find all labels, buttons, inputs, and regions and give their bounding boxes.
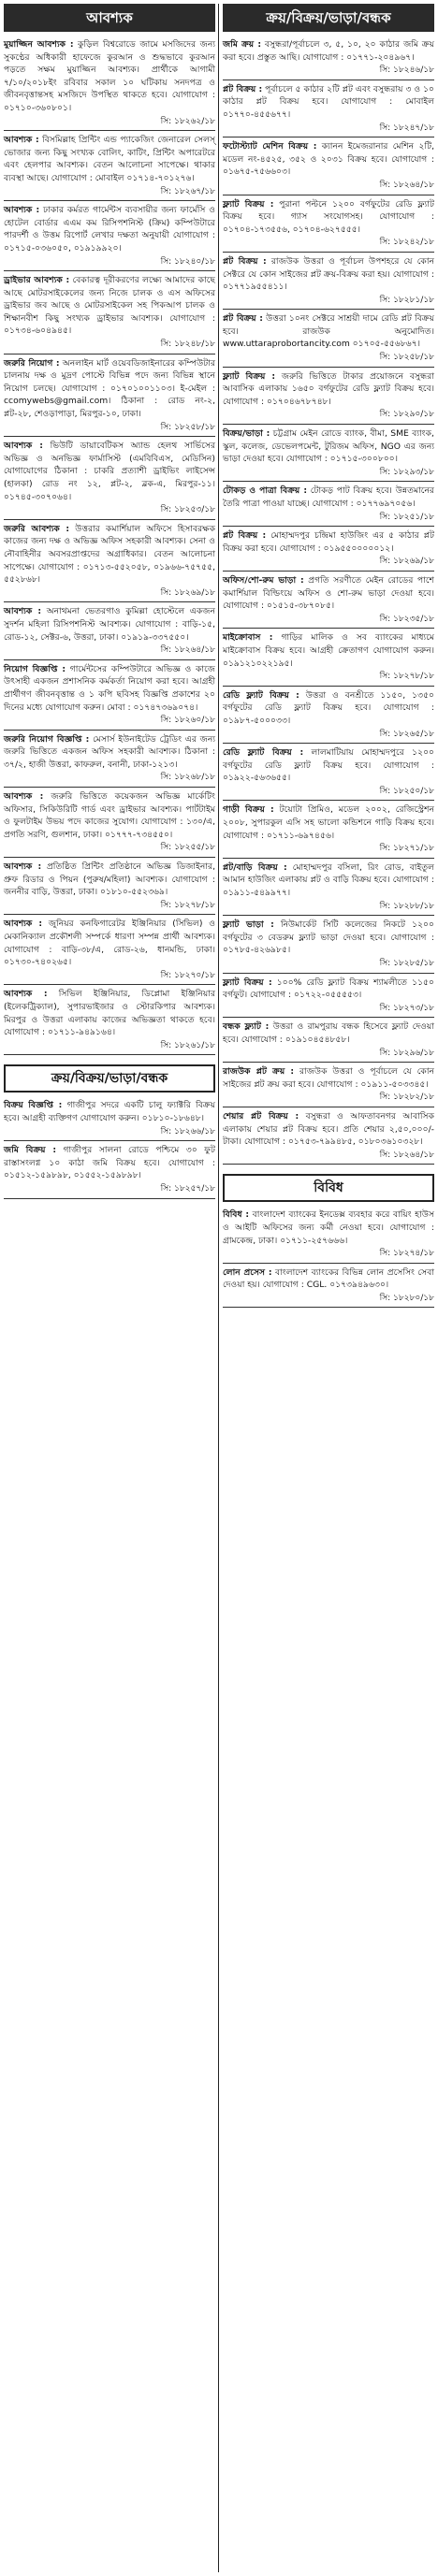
- ad-body: উত্তরা ১০নং সেক্টরে সাশ্রয়ী দামে রেডি প্লট বিক্রয় হবে। রাজউক অনুমোদিত। www.uttaraprobortancity.com ০১৭০৫-৫৫৬৮৬৭।: [223, 313, 435, 350]
- ad-body: রাজউক উত্তরা ও পূর্বাচল উপশহরে যে কোন সেক্টরে যে কোন সাইজের প্লট ক্রয়-বিক্রয় করা হয়। যোগাযোগ : ০১৭৭১৯৫৫৪১১।: [223, 255, 435, 293]
- classified-ad: [4, 36, 215, 131]
- ad-body: ভিউটি ডায়াবেটিকস অ্যান্ড হেলথ সার্ভিসের অভিজ্ঞ ও অনভিজ্ঞ ফার্মাসিস্ট (এমবিবিএস, মেডিসিন) যোগাযোগের ঠিকানা : চাকরি প্রত্যাশী ড্রাইভিং লাইসেন্স (হালকা) রোড নং ১২, প্লট-২, ব্লক-এ, মিরপুর-১১। ০১৭৪৫-৩০৭০৬৪।: [4, 441, 216, 502]
- ad-title: জরুরি নিয়োগ :: [4, 357, 60, 369]
- ad-title: ফ্ল্যাট বিক্রয় :: [223, 198, 274, 210]
- ad-body: বেকারত্ব দূরীকরণের লক্ষ্যে আমাদের কাছে আছে মোটরসাইকেলের জন্য নিজে চালক ও এস অফিসের ড্রাইভার জব আছে ও মোটরসাইকেল সহ পিকআপ চালক ও শিক্ষানবীশ কিছু সংখ্যক ড্রাইভার আবশ্যক। যোগাযোগ : ০১৭৩৪-৬০৪৯৪৫।: [4, 275, 216, 337]
- ad-code: সি: ১৮২৬১/১৮: [160, 1040, 215, 1050]
- ad-title: ফ্ল্যাট বিক্রয় :: [223, 370, 276, 382]
- ad-code: সি: ১৮২৮২/১৮: [379, 1093, 434, 1103]
- ad-body: পূর্বাচলে ৫ কাঠার ২টি প্লট এবং বসুন্ধরায় ৩ ও ১০ কাঠার প্লট বিক্রয় হবে। যোগাযোগ : মোবাইল ০১৭৭০-৪৫৫৬৭৭।: [223, 83, 435, 120]
- ad-title: আবশ্যক :: [4, 791, 44, 803]
- ad-code: সি: ১৮২৮১/১৮: [379, 295, 434, 305]
- ad-code: সি: ১৮২৪৬/১৮: [379, 65, 434, 76]
- ad-title: ফটোস্ট্যাট মেশিন বিক্রয় :: [223, 141, 317, 152]
- ad-code: সি: ১৮২৬৮/১৮: [160, 773, 215, 783]
- ad-code: সি: ১৮২৬৭/১৮: [160, 186, 215, 196]
- classified-ad: [223, 425, 434, 482]
- classified-ad: [223, 195, 434, 253]
- classified-ad: [4, 271, 215, 355]
- ad-body: বাংলাদেশ ব্যাংকের বিভিন্ন লোন প্রসেসিং সেবা দেওয়া হয়। যোগাযোগ : CGL. ০১৭৩৯৪৯৬৩০।: [223, 1266, 434, 1291]
- ad-title: শেয়ার প্লট বিক্রয় :: [223, 1110, 299, 1122]
- ad-body: মেসার্স ইউনাইটেড ট্রেডিং এর জন্য জরুরি ভিত্তিতে একজন অফিস সহকারী আবশ্যক। ঠিকানা : ৩৭/২, হাজী উত্তরা, কাফরুল, বনানী, ঢাকা-১২১৩।: [4, 733, 215, 770]
- classified-ad: [223, 36, 434, 80]
- ad-body: বিসমিল্লাহ প্রিন্টিং এন্ড প্যাকেজিং জেনারেল সেলস্ ভোজার জন্য কিছু সংখ্যক বোলিং, কাটিং, প্রিন্টিং অপারেটরে এবং হেলপার আবশ্যক। বেতন আলোচনা সাপেক্ষে। থাকার ব্যবস্থা আছে। যোগাযোগ : মোবাইল ০১৭১৪-৭০১২৭৬।: [4, 135, 215, 183]
- ad-code: সি: ১৮২৭১/১৮: [379, 844, 434, 854]
- classified-ad: [223, 1264, 434, 1309]
- ad-body: জুনিয়র কনফিগারেটর ইঞ্জিনিয়ার (সিভিল) ও মেকানিক্যাল প্রকৌশলী সম্পর্কে ধারণা সম্পন্ন প্রার্থী আবশ্যক। যোগাযোগ : বাড়ি-৩৮/এ, রোড-২৬, ধানমন্ডি, ঢাকা। ০১৭৩০-৭৪০২৬৫।: [4, 919, 215, 968]
- classified-ad: [223, 80, 434, 137]
- classified-ad: [223, 310, 434, 367]
- classified-ad: [223, 687, 434, 744]
- ad-code: সি: ১৮২৫০/১৮: [379, 786, 434, 796]
- ad-title: আবশ্যক :: [4, 441, 43, 452]
- classified-ad: [4, 520, 215, 603]
- ad-body: ঢাকার কর্মরত গার্মেন্টস ব্যবসায়ীর জন্য ফার্মেসি ও হোটেল বোর্ডার এএম কম রিসিপশনিস্ট (ক্রিম) কম্পিউটারে পারদর্শী ও উত্তম রিপোর্ট লেখার দক্ষতা অনুযায়ী যোগাযোগ : ০১৭১৫-০৩৬০৫০, ০১৯১৯৯২০।: [4, 205, 215, 253]
- ad-body: অনলাইন মার্ট ওয়েবডিজাইনারের কম্পিউটার চালনায় দক্ষ ও মুদ্রণ পোস্টে বিভিন্ন পদে জন্য বিভিন্ন স্থানে নিয়োগ চলছে। যোগাযোগ : ০১৭০১০০১১০৩। ই-মেইল : ccomywebs@gmail.com। ঠিকানা : রোড নং-২, প্লট-২৮, শেওড়াপাড়া, মিরপুর-১০, ঢাকা।: [4, 357, 216, 420]
- ad-code: সি: ১৮২৭৮/১৮: [379, 672, 434, 682]
- column-divider: [218, 4, 219, 2572]
- ad-code: সি: ১৮২৭৪/১৮: [379, 1249, 434, 1259]
- ad-code: সি: ১৮২৫১/১৮: [379, 512, 434, 522]
- ad-body: রাজউক উত্তরা ও পূর্বাচলে যে কোন সাইজের প্লট ক্রয় করা হবে। যোগাযোগ : ০১৯১১-৫০৩৩৪৫।: [223, 1066, 435, 1090]
- classified-ad: [4, 437, 215, 520]
- ad-body: উত্তরার কমার্শিয়াল অফিসে হিসাবরক্ষক কাজের জন্য দক্ষ ও অভিজ্ঞ অফিস সহকারী আবশ্যক। সেনা ও নৌবাহিনীর অবসরপ্রাপ্তদের অগ্রাধিকার। বেতন আলোচনা সাপেক্ষে। যোগাযোগ : ০১৭১৩-৫৫২০৫৮, ০১৯৬৬-৭৫৭৫৫, ৫৫২৮৬৮।: [4, 523, 216, 586]
- ad-body: ক্যানন ইমেজরানার মেশিন ২টি, মডেল নং-৪৫২৫, ৩৫২ ও ২০৩১ বিক্রয় হবে। যোগাযোগ : ০১৬৭৫-৭৫৬৬০৩।: [223, 141, 434, 178]
- ad-code: সি: ১৮২৬২/১৮: [160, 116, 215, 126]
- classified-ad: [4, 1096, 215, 1141]
- ad-code: সি: ১৮২৬০/১৮: [160, 716, 215, 726]
- ad-code: সি: ১৮২৬৯/১৮: [379, 557, 434, 567]
- ad-body: গাড়ির মালিক ও সব ব্যাংকের মাধ্যমে মাইক্রোবাস বিক্রয় হবে। আগ্রহী ক্রেতাগণ যোগাযোগ করুন। ০১৯১২১০২২১৯৫।: [223, 632, 435, 669]
- ad-body: জরুরি ভিত্তিতে টাকার প্রয়োজনে বসুন্ধরা আবাসিক এলাকায় ১৬৫০ বর্গফুটের রেডি ফ্ল্যাট বিক্রয় হবে। যোগাযোগ : ০১৭০৪৬৭৮৭৪৮।: [223, 370, 434, 407]
- misc-ads-list: [223, 1206, 434, 1308]
- classified-ad: [4, 731, 215, 788]
- ad-body: গার্মেন্টসের কম্পিউটারে অভিজ্ঞ ও কাজে উৎসাহী একজন প্রশাসনিক কর্মকর্তা নিয়োগ করা হবে। আগ্রহী প্রার্থীগণ জীবনবৃত্তান্ত ও ১ কপি ছবিসহ বিজ্ঞপ্তি প্রকাশের ২০ দিনের মধ্যে যোগাযোগ করুন। মোবা : ০১৭৪৭৩৬৯০৭৪।: [4, 663, 215, 713]
- ad-body: জরুরি ভিত্তিতে কয়েকজন অভিজ্ঞ মার্কেটিং অফিসার, সিকিউরিটি গার্ড এবং ড্রাইভার আবশ্যক। পার্টটাইম ও ফুলটাইম উভয় পদে কাজের সুযোগ। যোগাযোগ : ১৩০/এ, প্রগতি সরণি, গুলশান, ঢাকা। ০১৭৭৭-৭৩৪৫৫০।: [4, 791, 215, 840]
- ad-code: সি: ১৮২৪০/১৮: [160, 256, 215, 267]
- ad-title: আবশ্যক :: [4, 606, 41, 617]
- classified-ad: [223, 482, 434, 527]
- right-column: [223, 4, 434, 1308]
- ad-body: প্রতিষ্ঠিত প্রিন্টিং প্রতিষ্ঠানে অভিজ্ঞ ডিজাইনার, প্রুফ রিডার ও পিয়ন (পুরুষ/মহিলা) আবশ্যক। যোগাযোগ : জননীর বাড়ি, উত্তরা, ঢাকা। ০১৮১০-৫৫২৩৬৯।: [4, 861, 215, 898]
- ad-body: গাজীপুর সদরে একটি চালু ফ্যাক্টরি বিক্রয় হবে। আগ্রহী ব্যক্তিগণ যোগাযোগ করুন। ০১৮১০-১৮৬৪৮।: [4, 1100, 215, 1123]
- ad-body: মোহাম্মদপুর চন্দ্রিমা হাউজিং এর ৫ কাঠার প্লট বিক্রয় করা হবে। যোগাযোগ : ০১৯৫৫০০০০০১২।: [223, 530, 435, 554]
- classified-ad: [223, 527, 434, 572]
- section-header-wanted: আবশ্যক: [4, 4, 215, 32]
- ad-code: সি: ১৮২৬৪/১৮: [379, 180, 434, 190]
- ad-code: সি: ১৮২৩৫/১৮: [379, 614, 434, 624]
- ad-body: গাজীপুর সালনা রোডে পশ্চিমে ৩০ ফুট রাস্তাসংলগ্ন ১০ কাঠা জমি বিক্রয় হবে। যোগাযোগ : ০১৫১২-১৫৯৮৯৮, ০১৫৫২-১৫৯৮৯৮।: [4, 1145, 216, 1181]
- ad-code: সি: ১৮২৬৪/১৮: [160, 645, 215, 656]
- classified-ad: [223, 974, 434, 1019]
- ad-code: সি: ১৮২৮০/১৮: [379, 1293, 434, 1303]
- ad-body: বসুন্ধরা/পূর্বাচলে ৩, ৫, ১০, ২০ কাঠার জমি ক্রয় করা হবে। প্রস্তুত আছি। যোগাযোগ : ০১৭৭১-২০৪৯৬৭।: [223, 39, 434, 63]
- classified-ad: [4, 985, 215, 1055]
- ad-title: জমি বিক্রয় :: [4, 1145, 56, 1156]
- property-ads-list: [223, 36, 434, 1165]
- classified-ad: [4, 858, 215, 915]
- ad-body: মোহাম্মদপুর বসিলা, রিং রোড, বাইতুল আমান হাউজিং এলাকায় প্লট ও বাড়ি বিক্রয় হবে। যোগাযোগ : ০১৯১১-৫৪৯৯৭৭।: [223, 861, 434, 899]
- ad-title: লোন প্রসেস :: [223, 1266, 272, 1278]
- ad-code: সি: ১৮২৭০/১৮: [160, 970, 215, 980]
- ad-title: প্লট বিক্রয় :: [223, 255, 267, 267]
- ad-title: বিবিধ :: [223, 1209, 250, 1221]
- ad-title: বিক্রয় বিজ্ঞপ্তি :: [4, 1100, 63, 1111]
- ad-body: ১০০% রেডি ফ্ল্যাট বিক্রয় শ্যামলীতে ১১৫০ বর্গফুট। যোগাযোগ : ০১৭২২-০৫৫৫৫৩।: [223, 977, 434, 1001]
- ad-title: জমি ক্রয় :: [223, 39, 261, 50]
- ad-body: অনাথমনা ভেতরগাও কুমিল্লা হোস্টেলে একজন সুদর্শন মহিলা রিসিপশনিস্ট আবশ্যক। যোগাযোগ : বাড়ি-১৫, রোড-১২, সেক্টর-৬, উত্তরা, ঢাকা। ০১৯১৯-৩৩৭৫৫০।: [4, 606, 215, 643]
- ad-code: সি: ১৮২৬৪/১৮: [379, 1150, 434, 1160]
- classified-ad: [4, 201, 215, 271]
- ad-body: বাংলাদেশ ব্যাংকের ইনডেক্স ব্যবহার করে বায়িং হাউস ও আইটি অফিসের জন্য কর্মী নেওয়া হবে। যোগাযোগ : গ্রামকেন্দ্র, ঢাকা। ০১৭১১-২৫৭৬৬৬।: [223, 1209, 434, 1246]
- ad-code: সি: ১৮২৪৮/১৮: [160, 340, 215, 350]
- ad-body: টয়োটা প্রিমিও, মডেল ২০০২, রেজিস্ট্রেশন ২০০৮, সুপারকুল এসি সহ ভালো কন্ডিশনে গাড়ি বিক্রয় হবে। যোগাযোগ : ০১৭১১-৬৯৭৪৫৬।: [223, 804, 435, 841]
- classified-ad: [223, 1018, 434, 1063]
- ad-code: সি: ১৮২৫৭/১৮: [160, 1183, 215, 1194]
- ad-title: রেডি ফ্ল্যাট বিক্রয় :: [223, 747, 304, 759]
- classified-ad: [4, 915, 215, 985]
- ad-title: মুয়াজ্জিন আবশ্যক :: [4, 39, 74, 50]
- classified-ad: [223, 368, 434, 425]
- classified-ad: [4, 660, 215, 731]
- ad-title: জরুরি নিয়োগ বিজ্ঞপ্তি :: [4, 733, 90, 745]
- ad-code: সি: ১৮২৬৯/১৮: [160, 587, 215, 598]
- ad-title: আবশ্যক :: [4, 919, 43, 930]
- ad-title: রেডি ফ্ল্যাট বিক্রয় :: [223, 689, 299, 701]
- ad-code: সি: ১৮২৫৩/১৮: [160, 505, 215, 515]
- ad-code: সি: ১৮২৪২/১৮: [379, 238, 434, 248]
- ad-title: ফ্ল্যাট বিক্রয় :: [223, 977, 272, 988]
- ad-title: গাড়ী বিক্রয় :: [223, 804, 274, 816]
- ad-title: আবশ্যক :: [4, 135, 39, 146]
- classified-ad: [223, 916, 434, 973]
- ad-title: প্লট বিক্রয় :: [223, 530, 267, 542]
- classified-ad: [4, 602, 215, 659]
- classified-ad: [223, 1063, 434, 1107]
- ad-title: রাজউক প্লট ক্রয় :: [223, 1066, 295, 1078]
- classified-ad: [223, 859, 434, 916]
- ad-title: প্লট বিক্রয় :: [223, 313, 263, 325]
- classified-ad: [223, 1206, 434, 1263]
- section-header-buy-sell-rent: ক্রয়/বিক্রয়/ভাড়া/বন্ধক: [223, 4, 434, 32]
- classified-ad: [223, 137, 434, 195]
- ad-body: সিভিল ইঞ্জিনিয়ার, ডিপ্লোমা ইঞ্জিনিয়ার (ইলেকট্রিক্যাল), সুপারভাইজার ও স্টোরকিপার আবশ্যক। মিরপুর ও উত্তরা এলাকায় কাজের অভিজ্ঞতা থাকতে হবে। যোগাযোগ : ০১৭১১-৯৪৯১৬৪।: [4, 989, 216, 1038]
- ad-title: নিয়োগ বিজ্ঞপ্তি :: [4, 663, 66, 674]
- ad-code: সি: ১৮২৫৫/১৮: [160, 843, 215, 853]
- ad-title: অফিস/শো-রুম ভাড়া :: [223, 574, 304, 586]
- ad-body: উত্তরা ও রামপুরায় বন্ধক হিসেবে ফ্ল্যাট দেওয়া হবে। যোগাযোগ : ০১৯১০৪৫৪৮৫৮।: [223, 1021, 435, 1045]
- classified-ad: [4, 1141, 215, 1198]
- ad-body: লালমাটিয়ায় মোহাম্মদপুরে ১২০০ বর্গফুটের রেডি ফ্ল্যাট বিক্রয় হবে। যোগাযোগ : ০১৯২২-৫৬৩৬৫৫।: [223, 747, 435, 784]
- ad-title: প্লট বিক্রয় :: [223, 83, 263, 94]
- classified-ad: [223, 253, 434, 310]
- ad-code: সি: ১৮২৯০/১৮: [379, 410, 434, 420]
- ad-title: ড্রাইভার আবশ্যক :: [4, 275, 70, 286]
- ad-body: নিউমার্কেট সিটি কলেজের নিকটে ১২০০ বর্গফুটের ৩ বেডরুম ফ্ল্যাট ভাড়া দেওয়া হবে। যোগাযোগ : ০১৭৮৫-৪২৬৯৮৫।: [223, 919, 435, 956]
- ad-body: চট্টগ্রাম মেইন রোডে ব্যাংক, বীমা, SME ব্যাংক, স্কুল, কলেজ, ডেভেলপমেন্ট, টুরিজম অফিস, NGO এর জন্য ভাড়া দেওয়া হবে। যোগাযোগ : ০১৭১৫-৩০০৮০০।: [223, 428, 434, 465]
- section-header-misc: বিবিধ: [223, 1174, 434, 1202]
- ad-title: বিক্রয়/ভাড়া :: [223, 428, 270, 440]
- ad-title: প্লট/বাড়ি বিক্রয় :: [223, 861, 287, 873]
- ad-title: ফ্ল্যাট ভাড়া :: [223, 919, 274, 931]
- ad-body: উত্তরা ও বনশ্রীতে ১১৫০, ১৩৫০ বর্গফুটের রেডি ফ্ল্যাট বিক্রয় হবে। যোগাযোগ : ০১৯৮৭-৫০০০৩৩।: [223, 689, 435, 726]
- ad-code: সি: ১৮২৮৮/১৮: [379, 901, 434, 911]
- classified-ad: [223, 1107, 434, 1165]
- ad-title: জরুরি আবশ্যক :: [4, 523, 70, 534]
- ad-code: সি: ১৮২৮৫/১৮: [379, 959, 434, 968]
- classified-ad: [4, 788, 215, 858]
- classified-ad: [223, 801, 434, 858]
- ad-code: সি: ১৮২৫৮/১৮: [160, 422, 215, 432]
- classified-ad: [223, 744, 434, 801]
- ad-body: প্রগতি সরণীতে মেইন রোডের পাশে কমার্শিয়াল বিল্ডিংয়ে অফিস ও শো-রুম ভাড়া দেওয়া হবে। যোগাযোগ : ০১৫১৫-৩৮৭০৮৫।: [223, 574, 434, 612]
- ad-body: টোকড় পাট বিক্রয় হবে। উন্নতমানের তৈরি পাত্রা পাওয়া যাচ্ছে। যোগাযোগ : ০১৭৭৬৯৭০৫৬।: [223, 485, 434, 509]
- ad-code: সি: ১৮২৭৩/১৮: [379, 1003, 434, 1013]
- classified-ad: [4, 355, 215, 438]
- ad-body: বসুন্ধরা ও আফতাবনগর আবাসিক এলাকায় শেয়ার প্লট বিক্রয় হবে। প্রতি শেয়ার ২,৫০,০০০/- টাকা। যোগাযোগ : ০১৭৫৩-৭৯৯৪৮৫, ০১৮০৩৬১০৩২৮।: [223, 1110, 435, 1148]
- ad-body: কুড়িল বিশ্বরোডে জামে মসজিদের জন্য সুকণ্ঠের অধিকারী হাফেজে কুরআন ও শুদ্ধভাবে কুরআন পড়তে সক্ষম মুয়াজ্জিন আবশ্যক। প্রার্থীকে আগামী ৭/১০/২০১৮ইং রবিবার সকাল ১০ ঘটিকায় সনদপত্র ও জীবনবৃত্তান্তসহ মসজিদে উপস্থিত থাকতে হবে। যোগাযোগ : ০১৭১০-৩৬০৮০১।: [4, 39, 215, 113]
- ad-body: পুরানা পল্টনে ১২০০ বর্গফুটের রেডি ফ্ল্যাট বিক্রয় হবে। গ্যাস সংযোগসহ। যোগাযোগ : ০১৭০৪-১৭৩৫৫৬, ০১৭০৪-৬২৭৫৫৫।: [223, 198, 434, 235]
- section-header-buy-sell: ক্রয়/বিক্রয়/ভাড়া/বন্ধক: [4, 1064, 215, 1093]
- ad-code: সি: ১৮২৭৮/১৮: [160, 900, 215, 910]
- classified-ad: [4, 131, 215, 201]
- ad-code: সি: ১৮২৯৩/১৮: [379, 467, 434, 477]
- ad-title: মাইক্রোবাস :: [223, 632, 273, 644]
- classified-ad: [223, 572, 434, 629]
- ad-title: আবশ্যক :: [4, 205, 40, 216]
- ad-code: সি: ১৮২৬৫/১৮: [379, 729, 434, 739]
- buy-sell-ads-list: [4, 1096, 215, 1198]
- ad-code: সি: ১৮২৪৭/১৮: [379, 123, 434, 133]
- classified-ad: [223, 629, 434, 686]
- ad-code: সি: ১৮২৯৬/১৮: [379, 1048, 434, 1058]
- ad-title: টোকড় ও পাত্রা বিক্রয় :: [223, 485, 307, 497]
- ad-code: সি: ১৮২৬৬/১৮: [160, 1126, 215, 1136]
- ad-title: বন্ধক ফ্ল্যাট :: [223, 1021, 270, 1033]
- ad-title: আবশ্যক :: [4, 861, 42, 873]
- wanted-ads-list: [4, 36, 215, 1055]
- ad-title: আবশ্যক :: [4, 989, 48, 1000]
- left-column: [4, 4, 215, 1199]
- ad-code: সি: ১৮২৫৮/১৮: [379, 353, 434, 363]
